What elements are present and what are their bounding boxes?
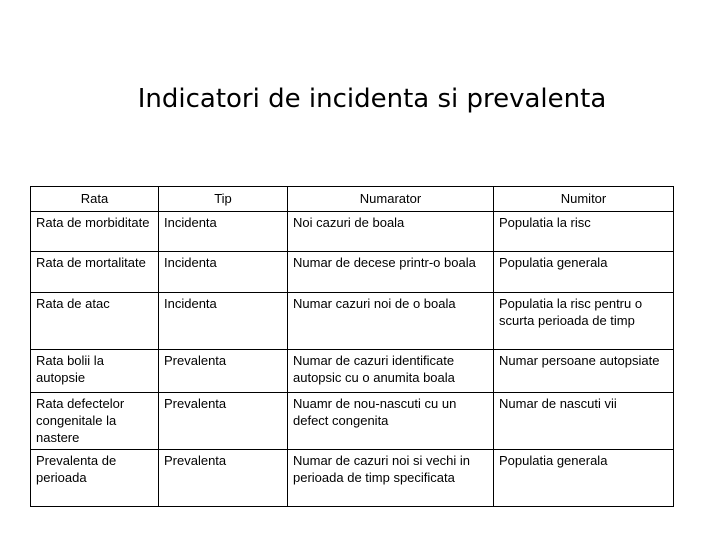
cell-numarator: Numar de cazuri noi si vechi in perioada de timp specificata [288, 450, 494, 507]
indicators-table [30, 186, 674, 507]
header-numitor: Numitor [494, 187, 674, 212]
table-row [31, 212, 674, 252]
cell-numitor: Populatia generala [494, 450, 674, 507]
table-row [31, 350, 674, 393]
cell-numarator: Numar de decese printr-o boala [288, 252, 494, 293]
cell-numarator: Numar cazuri noi de o boala [288, 293, 494, 350]
header-rata: Rata [31, 187, 159, 212]
cell-tip: Prevalenta [159, 393, 288, 450]
table-row [31, 450, 674, 507]
slide-title: Indicatori de incidenta si prevalenta [137, 84, 607, 114]
cell-rata: Rata de atac [31, 293, 159, 350]
cell-rata: Rata de mortalitate [31, 252, 159, 293]
cell-tip: Incidenta [159, 212, 288, 252]
cell-numarator: Noi cazuri de boala [288, 212, 494, 252]
cell-tip: Prevalenta [159, 350, 288, 393]
cell-tip: Incidenta [159, 293, 288, 350]
table-row [31, 393, 674, 450]
cell-numitor: Populatia la risc [494, 212, 674, 252]
table-row [31, 252, 674, 293]
cell-numitor: Populatia generala [494, 252, 674, 293]
cell-rata: Prevalenta de perioada [31, 450, 159, 507]
cell-numitor: Numar persoane autopsiate [494, 350, 674, 393]
cell-rata: Rata bolii la autopsie [31, 350, 159, 393]
header-numarator: Numarator [288, 187, 494, 212]
cell-rata: Rata de morbiditate [31, 212, 159, 252]
cell-numarator: Nuamr de nou-nascuti cu un defect congenita [288, 393, 494, 450]
cell-numarator: Numar de cazuri identificate autopsic cu o anumita boala [288, 350, 494, 393]
cell-tip: Incidenta [159, 252, 288, 293]
table-header-row [31, 187, 674, 212]
cell-numitor: Populatia la risc pentru o scurta perioada de timp [494, 293, 674, 350]
cell-numitor: Numar de nascuti vii [494, 393, 674, 450]
header-tip: Tip [159, 187, 288, 212]
cell-rata: Rata defectelor congenitale la nastere [31, 393, 159, 450]
cell-tip: Prevalenta [159, 450, 288, 507]
table-row [31, 293, 674, 350]
